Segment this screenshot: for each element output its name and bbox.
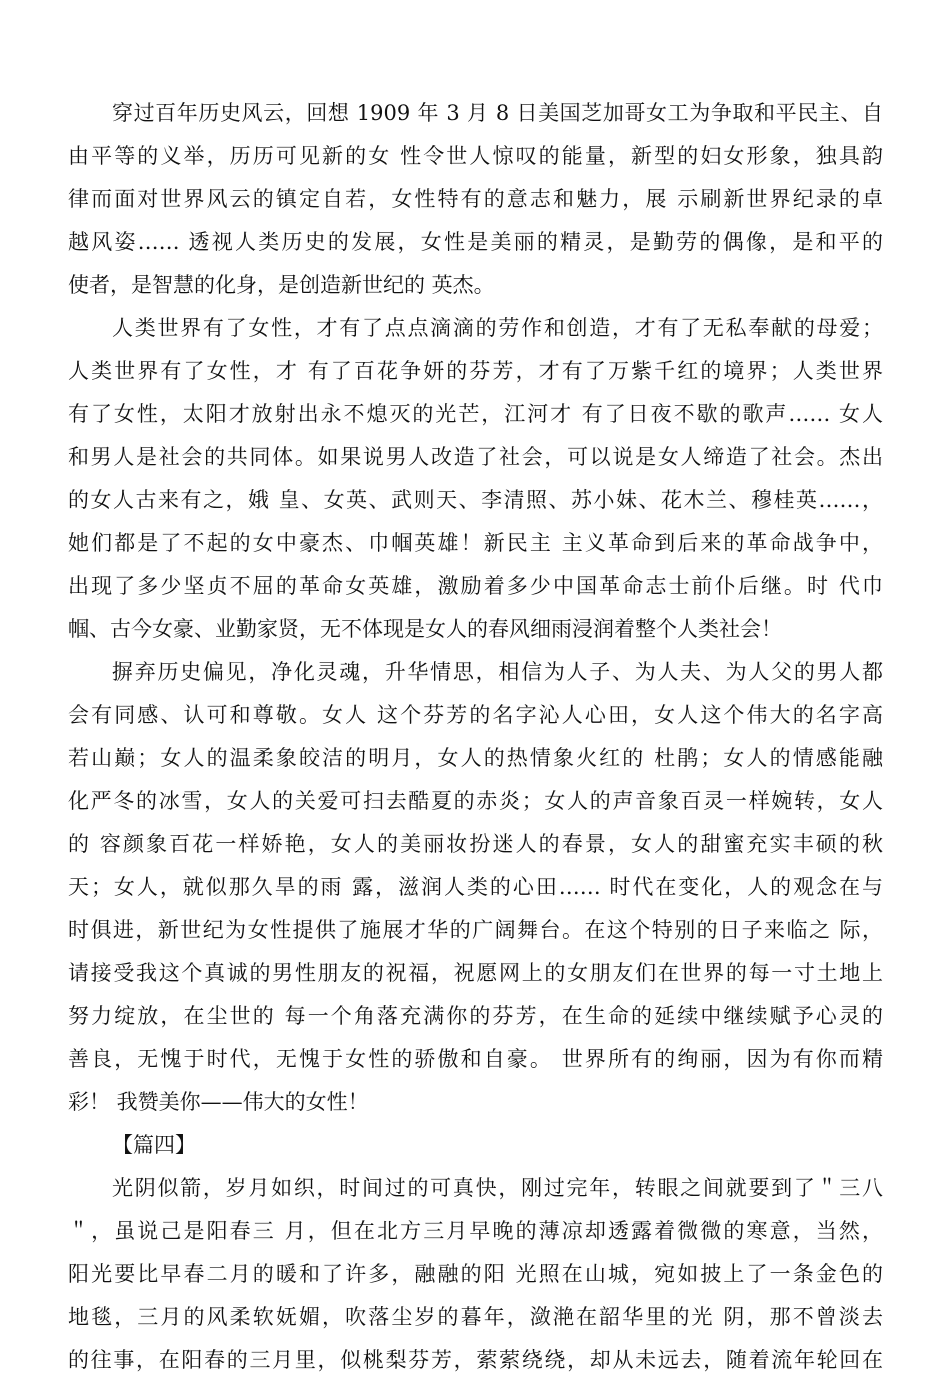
text-line: 地毯，三月的风柔软妩媚，吹落尘岁的暮年，潋滟在韶华里的光 阴，那不曾淡去 <box>68 1305 883 1329</box>
text-line: 由平等的义举，历历可见新的女 性令世人惊叹的能量，新型的妇女形象，独具韵 <box>68 144 883 168</box>
text-line: 和男人是社会的共同体。如果说男人改造了社会，可以说是女人缔造了社会。杰出 <box>68 445 883 469</box>
paragraph-1 <box>68 92 883 307</box>
text-line: 阳光要比早春二月的暖和了许多，融融的阳 光照在山城，宛如披上了一条金色的 <box>68 1262 883 1286</box>
text-line: 穿过百年历史风云，回想 1909 年 3 月 8 日美国芝加哥女工为争取和平民主、自 <box>112 101 883 125</box>
text-line: 善良，无愧于时代，无愧于女性的骄傲和自豪。 世界所有的绚丽，因为有你而精 <box>68 1047 883 1071</box>
text-line: 摒弃历史偏见，净化灵魂，升华情思，相信为人子、为人夫、为人父的男人都 <box>112 660 883 684</box>
text-line: 化严冬的冰雪，女人的关爱可扫去酷夏的赤炎；女人的声音象百灵一样婉转，女人 <box>68 789 883 813</box>
text-line: 人类世界有了女性，才 有了百花争妍的芬芳，才有了万紫千红的境界；人类世界 <box>68 359 883 383</box>
text-line: 彩！ 我赞美你——伟大的女性！ <box>68 1090 369 1114</box>
text-line: 帼、古今女豪、业勤家贤，无不体现是女人的春风细雨浸润着整个人类社会！ <box>68 617 782 641</box>
text-line: 天；女人，就似那久旱的雨 露，滋润人类的心田…… 时代在变化，人的观念在与 <box>68 875 883 899</box>
text-line: 光阴似箭，岁月如织，时间过的可真快，刚过完年，转眼之间就要到了＂三八 <box>112 1176 883 1200</box>
paragraph-2 <box>68 307 883 651</box>
text-line: 越风姿…… 透视人类历史的发展，女性是美丽的精灵，是勤劳的偶像，是和平的 <box>68 230 883 254</box>
text-line: 努力绽放，在尘世的 每一个角落充满你的芬芳，在生命的延续中继续赋予心灵的 <box>68 1004 883 1028</box>
text-line: 出现了多少坚贞不屈的革命女英雄，激励着多少中国革命志士前仆后继。时 代巾 <box>68 574 883 598</box>
text-line: 人类世界有了女性，才有了点点滴滴的劳作和创造，才有了无私奉献的母爱； <box>112 316 883 340</box>
text-line: 若山巅；女人的温柔象皎洁的明月，女人的热情象火红的 杜鹃；女人的情感能融 <box>68 746 883 770</box>
paragraph-4 <box>68 1167 883 1382</box>
document-page <box>68 92 883 1382</box>
text-line: 使者，是智慧的化身，是创造新世纪的 英杰。 <box>68 273 495 297</box>
text-line: 会有同感、认可和尊敬。女人 这个芬芳的名字沁人心田，女人这个伟大的名字高 <box>68 703 883 727</box>
text-line: 律而面对世界风云的镇定自若，女性特有的意志和魅力，展 示刷新世界纪录的卓 <box>68 187 883 211</box>
text-line: 有了女性，太阳才放射出永不熄灭的光芒，江河才 有了日夜不歇的歌声…… 女人 <box>68 402 883 426</box>
text-line: ＂，虽说己是阳春三 月，但在北方三月早晚的薄凉却透露着微微的寒意，当然， <box>68 1219 883 1243</box>
paragraph-3 <box>68 651 883 1124</box>
text-line: 时俱进，新世纪为女性提供了施展才华的广阔舞台。在这个特别的日子来临之 际， <box>68 918 883 942</box>
text-line: 的女人古来有之，娥 皇、女英、武则天、李清照、苏小妹、花木兰、穆桂英……， <box>68 488 883 512</box>
text-line: 她们都是了不起的女中豪杰、巾帼英雄！新民主 主义革命到后来的革命战争中， <box>68 531 883 555</box>
section-heading: 【篇四】 <box>112 1133 196 1157</box>
text-line: 的往事，在阳春的三月里，似桃梨芬芳，萦萦绕绕，却从未远去，随着流年轮回在 <box>68 1348 883 1372</box>
text-line: 的 容颜象百花一样娇艳，女人的美丽妆扮迷人的春景，女人的甜蜜充实丰硕的秋 <box>68 832 883 856</box>
text-line: 请接受我这个真诚的男性朋友的祝福，祝愿网上的女朋友们在世界的每一寸土地上 <box>68 961 883 985</box>
